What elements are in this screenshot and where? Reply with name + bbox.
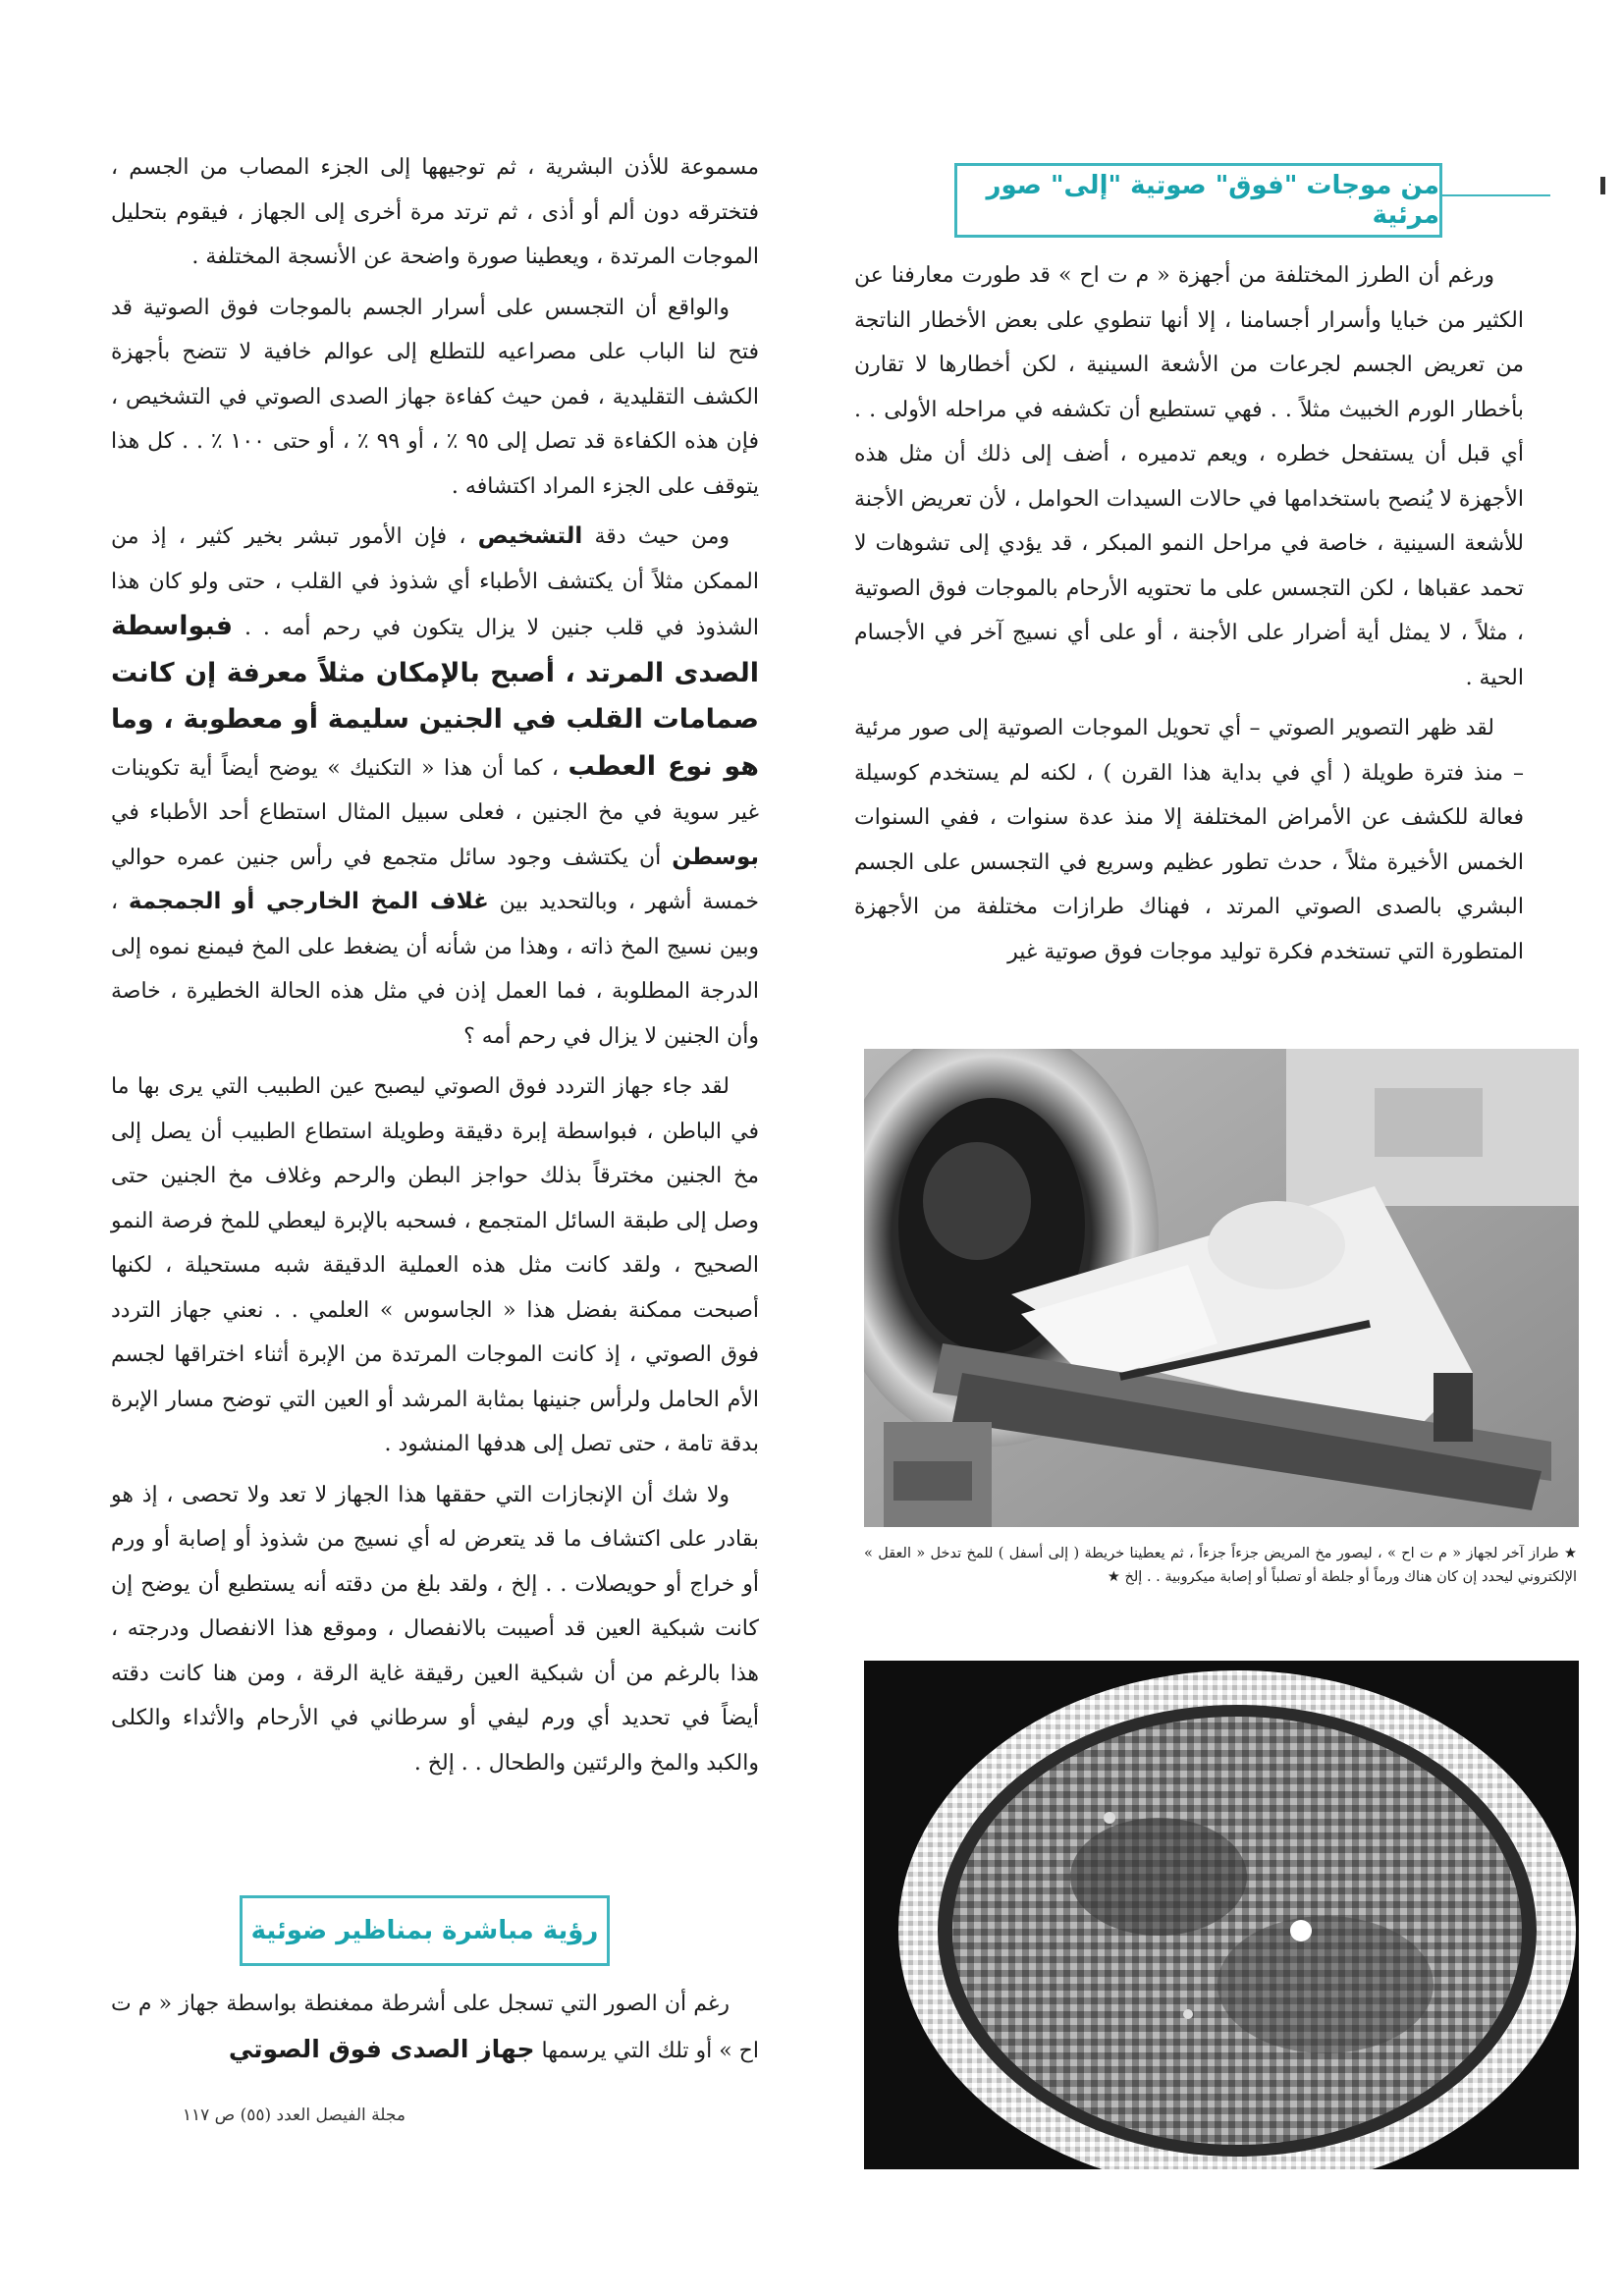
photo-caption: ★ طراز آخر لجهاز « م ت اح » ، ليصور مخ المريض جزءاً جزءاً ، ثم يعطينا خريطة ( إلى أسفل ) للمخ تدخل « العقل » الإلكتروني ليحدد إن كان هناك ورماً أو جلطة أو تصلباً أو إصابة ميكروبية . . إلخ ★ [864,1546,1577,1585]
brain-scan-illustration [864,1661,1579,2169]
article-column-right [854,253,1524,974]
article-column-left-end [111,1982,759,2073]
section-heading: من موجات "فوق" صوتية "إلى" صور مرئية [986,171,1439,230]
paragraph [111,1982,759,2073]
text-run: ، فإن الأمور تبشر بخير كثير ، إذ من الممكن مثلاً أن يكتشف الأطباء أي شذوذ في القلب ، حتى ولو كان هذا الشذوذ في قلب جنين لا يزال يتكون في رحم أمه . . [111,524,759,640]
bold-statement: فبواسطة الصدى المرتد ، أصبح بالإمكان مثلاً معرفة إن كانت صمامات القلب في الجنين سليمة أو معطوبة ، وما هو نوع العطب [111,611,760,782]
paragraph: ولا شك أن الإنجازات التي حققها هذا الجهاز لا تعد ولا تحصى ، إذ هو بقادر على اكتشاف ما قد يتعرض له أي نسيج من شذوذ أو إصابة أو ورم أو خراج أو حويصلات . . إلخ ، ولقد بلغ من دقته أنه يستطيع أن يوضح إن كانت شبكية العين قد أصيبت بالانفصال ، وموقع هذا الانفصال ودرجته ، هذا بالرغم من أن شبكية العين رقيقة غاية الرقة ، ومن هنا كانت دقته أيضاً في تحديد أي ورم ليفي أو سرطاني في الأرحام والأثداء والكلى والكبد والمخ والرئتين والطحال . . إلخ . [111,1482,759,1776]
photo-patient-scanner [864,1049,1579,1527]
section-heading-box [954,163,1442,238]
text-run: ، كما أن هذا « التكنيك » يوضح أيضاً أية تكوينات غير سوية في مخ الجنين ، فعلى سبيل المثال استطاع أحد الأطباء في [111,755,759,825]
scanner-photo-illustration [864,1049,1579,1527]
paragraph: ورغم أن الطرز المختلفة من أجهزة « م ت اح » قد طورت معارفنا عن الكثير من خبايا وأسرار أجسامنا ، إلا أنها تنطوي على بعض الأخطار الناتجة من تعريض الجسم لجرعات من الأشعة السينية ، لكن أخطارها لا تقارن بأخطار الورم الخبيث مثلاً . . فهي تستطيع أن تكشفه في مراحله الأولى . . أي قبل أن يستفحل خطره ، ويعم تدميره ، أضف إلى ذلك أن مثل هذه الأجهزة لا يُنصح باستخدامها في حالات السيدات الحوامل ، لأن تعريض الأجنة للأشعة السينية ، خاصة في مراحل النمو المبكر ، قد يؤدي إلى تشوهات لا تحمد عقباها ، لكن التجسس على ما تحتويه الأرحام بالموجات فوق الصوتية ، مثلاً ، لا يمثل أية أضرار على الأجنة ، أو على أي نسيج آخر في الأجسام الحية . [854,263,1524,690]
section-heading: رؤية مباشرة بمناظير ضوئية [250,1916,599,1945]
heading-rule [1442,194,1550,196]
text-run: أن يكتشف وجود سائل متجمع في رأس جنين عمره حوالي خمسة أشهر ، وبالتحديد بين [111,845,760,914]
text-run: ، وبين نسيج المخ ذاته ، وهذا من شأنه أن يضغط على المخ فيمنع نموه إلى الدرجة المطلوبة ، فما العمل إذن في مثل هذه الحالة الخطيرة ، خاصة وأن الجنين لا يزال في رحم أمه ؟ [111,890,759,1049]
section-heading-box [240,1895,610,1966]
paragraph: والواقع أن التجسس على أسرار الجسم بالموجات فوق الصوتية قد فتح لنا الباب على مصراعيه للتطلع إلى عوالم خافية لا تتضح بأجهزة الكشف التقليدية ، فمن حيث كفاءة جهاز الصدى الصوتي في التشخيص ، فإن هذه الكفاءة قد تصل إلى ٩٥ ٪ ، أو ٩٩ ٪ ، أو حتى ١٠٠ ٪ . . كل هذا يتوقف على الجزء المراد اكتشافه . [111,295,759,499]
page-footer: مجلة الفيصل العدد (٥٥) ص ١١٧ [182,2105,406,2125]
bold-term: التشخيص [477,523,583,549]
bold-term: بوسطن [672,844,759,870]
paragraph [111,515,759,1059]
article-column-left [111,145,759,1785]
page-edge-marker [1600,177,1605,194]
paragraph: لقد ظهر التصوير الصوتي – أي تحويل الموجات الصوتية إلى صور مرئية – منذ فترة طويلة ( أي في بداية هذا القرن ) ، لكنه لم يستخدم كوسيلة فعالة للكشف عن الأمراض المختلفة إلا منذ عدة سنوات ، ففي السنوات الخمس الأخيرة مثلاً ، حدث تطور عظيم وسريع في التجسس على الجسم البشري بالصدى الصوتي المرتد ، فهناك طرازات مختلفة من الأجهزة المتطورة التي تستخدم فكرة توليد موجات فوق صوتية غير [854,716,1525,964]
paragraph: لقد جاء جهاز التردد فوق الصوتي ليصبح عين الطبيب التي يرى بها ما في الباطن ، فبواسطة إبرة دقيقة وطويلة استطاع الطبيب أن يصل إلى مخ الجنين مخترقاً بذلك حواجز البطن والرحم وغلاف مخ الجنين حتى وصل إلى طبقة السائل المتجمع ، فسحبه بالإبرة ليعطي للمخ فرصة النمو الصحيح ، ولقد كانت مثل هذه العملية الدقيقة شبه مستحيلة ، لكنها أصبحت ممكنة بفضل هذا « الجاسوس » العلمي . . نعني جهاز التردد فوق الصوتي ، إذ كانت الموجات المرتدة من الإبرة أثناء اختراقها لجسم الأم الحامل ولرأس جنينها بمثابة المرشد أو العين التي توضح مسار الإبرة بدقة تامة ، حتى تصل إلى هدفها المنشود . [111,1074,759,1456]
text-run: رغم أن الصور التي تسجل على أشرطة ممغنطة بواسطة جهاز « م ت اح » أو تلك التي يرسمها [111,1992,759,2063]
bold-term: غلاف المخ الخارجي أو الجمجمة [128,889,489,914]
paragraph: مسموعة للأذن البشرية ، ثم توجيهها إلى الجزء المصاب من الجسم ، فتخترقه دون ألم أو أذى ، ثم ترتد مرة أخرى إلى الجهاز ، فيقوم بتحليل الموجات المرتدة ، ويعطينا صورة واضحة عن الأنسجة المختلفة . [111,155,759,269]
bold-term: جهاز الصدى فوق الصوتي [228,2034,535,2063]
text-run: ومن حيث دقة [594,524,730,549]
photo-brain-scan-map [864,1661,1579,2169]
